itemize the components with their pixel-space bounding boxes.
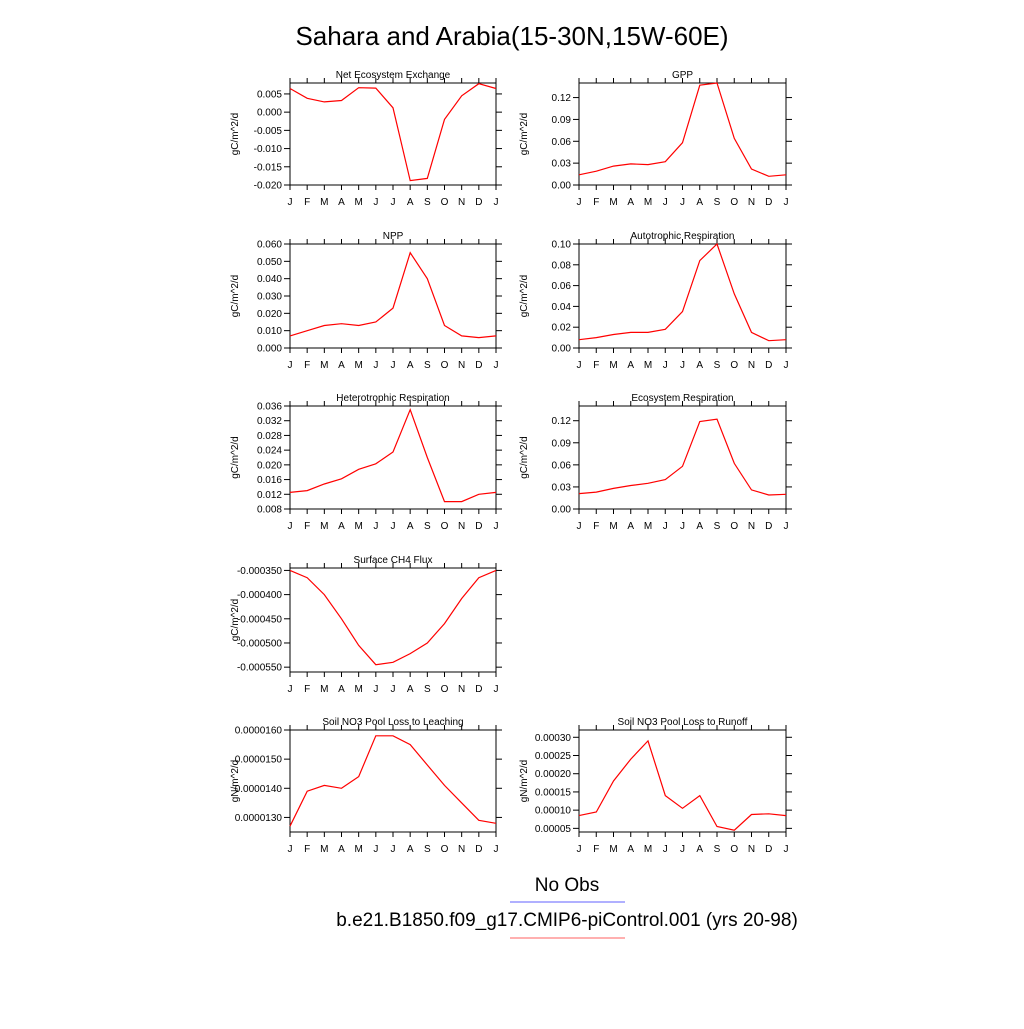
x-tick-label: J (680, 360, 685, 371)
x-tick-label: J (493, 521, 499, 532)
x-tick-label: J (373, 197, 379, 208)
x-tick-label: N (747, 521, 756, 532)
x-tick-label: M (354, 521, 363, 532)
x-tick-label: A (696, 360, 704, 371)
y-tick-label: 0.00030 (534, 732, 571, 744)
x-tick-label: S (713, 197, 721, 208)
x-tick-label: M (609, 360, 618, 371)
panel-title: NPP (382, 231, 404, 242)
x-tick-label: M (354, 197, 363, 208)
x-tick-label: J (493, 197, 499, 208)
x-tick-label: M (354, 684, 363, 695)
x-tick-label: M (354, 844, 363, 855)
x-tick-label: J (390, 521, 396, 532)
y-axis-label: gC/m^2/d (519, 112, 530, 156)
x-tick-label: F (304, 684, 311, 695)
x-tick-label: J (373, 684, 379, 695)
x-tick-label: J (287, 521, 293, 532)
x-tick-label: M (643, 197, 653, 208)
x-tick-label: S (423, 360, 431, 371)
x-tick-label: D (475, 360, 483, 371)
y-axis-label: gC/m^2/d (230, 274, 241, 318)
series-line (579, 741, 786, 830)
y-tick-label: 0.02 (551, 322, 571, 334)
y-tick-label: 0.060 (256, 239, 282, 251)
y-tick-label: -0.000350 (236, 565, 282, 577)
x-tick-label: F (593, 360, 600, 371)
plot-frame (290, 406, 496, 509)
y-tick-label: 0.00020 (534, 769, 571, 781)
y-tick-label: -0.005 (253, 125, 282, 137)
x-tick-label: F (304, 844, 311, 855)
x-tick-label: O (440, 684, 449, 695)
x-tick-label: F (593, 844, 600, 855)
y-axis-label: gN/m^2/d (519, 759, 530, 803)
y-tick-label: 0.10 (551, 239, 571, 251)
chart-panel (519, 393, 792, 532)
x-tick-label: A (696, 844, 704, 855)
y-tick-label: 0.020 (256, 308, 282, 320)
y-tick-label: 0.00015 (534, 787, 571, 799)
y-tick-label: -0.015 (253, 162, 282, 174)
y-tick-label: 0.06 (551, 136, 571, 148)
panel-title: Net Ecosystem Exchange (335, 70, 451, 81)
x-tick-label: J (576, 521, 582, 532)
y-tick-label: 0.04 (551, 301, 571, 313)
plot-frame (579, 244, 786, 348)
y-tick-label: 0.050 (256, 256, 282, 268)
y-tick-label: -0.010 (253, 144, 282, 156)
y-tick-label: 0.12 (551, 416, 571, 428)
y-tick-label: 0.010 (256, 326, 282, 338)
plot-frame (579, 406, 786, 509)
x-tick-label: A (338, 844, 345, 855)
x-tick-label: J (662, 844, 668, 855)
x-tick-label: J (390, 844, 396, 855)
x-tick-label: N (458, 684, 466, 695)
chart-panel (230, 393, 502, 532)
y-tick-label: 0.030 (256, 291, 282, 303)
x-tick-label: D (765, 844, 773, 855)
x-tick-label: D (765, 521, 773, 532)
legend (336, 875, 798, 938)
y-axis-label: gC/m^2/d (519, 274, 530, 318)
x-tick-label: M (643, 360, 653, 371)
x-tick-label: S (713, 844, 721, 855)
x-tick-label: J (576, 844, 582, 855)
x-tick-label: D (475, 844, 483, 855)
x-tick-label: A (627, 844, 635, 855)
series-line (579, 419, 786, 495)
series-line (290, 570, 496, 664)
y-tick-label: 0.00 (551, 343, 571, 355)
y-tick-label: 0.03 (551, 158, 571, 170)
x-tick-label: F (304, 197, 311, 208)
x-tick-label: J (680, 844, 685, 855)
y-axis-label: gC/m^2/d (519, 436, 530, 479)
y-axis-label: gN/m^2/d (230, 759, 241, 803)
y-tick-label: 0.0000160 (234, 725, 282, 737)
x-tick-label: J (680, 521, 685, 532)
x-tick-label: A (338, 521, 345, 532)
x-tick-label: N (458, 844, 466, 855)
x-tick-label: O (440, 521, 449, 532)
x-tick-label: N (458, 521, 466, 532)
chart-panel (230, 555, 502, 695)
panels (230, 70, 792, 855)
x-tick-label: N (747, 844, 756, 855)
plot-frame (579, 83, 786, 185)
x-tick-label: J (576, 360, 582, 371)
y-tick-label: 0.008 (256, 504, 282, 516)
x-tick-label: J (783, 521, 789, 532)
x-tick-label: J (493, 360, 499, 371)
chart-panel (519, 717, 792, 855)
x-tick-label: A (696, 521, 704, 532)
y-tick-label: 0.020 (256, 460, 282, 472)
x-tick-label: A (406, 844, 414, 855)
y-tick-label: 0.0000130 (234, 812, 282, 824)
x-tick-label: J (493, 844, 499, 855)
y-tick-label: 0.040 (256, 274, 282, 286)
x-tick-label: J (373, 360, 379, 371)
x-tick-label: M (320, 360, 329, 371)
x-tick-label: O (440, 844, 449, 855)
x-tick-label: J (662, 197, 668, 208)
y-tick-label: -0.000450 (236, 614, 282, 626)
x-tick-label: N (747, 197, 756, 208)
y-tick-label: 0.09 (551, 438, 571, 450)
x-tick-label: J (287, 684, 293, 695)
y-axis-label: gC/m^2/d (230, 112, 241, 156)
x-tick-label: A (627, 360, 635, 371)
x-tick-label: J (390, 197, 396, 208)
figure-title: Sahara and Arabia(15-30N,15W-60E) (295, 21, 729, 51)
x-tick-label: A (338, 684, 345, 695)
y-tick-label: 0.012 (256, 489, 282, 501)
x-tick-label: J (287, 197, 293, 208)
x-tick-label: A (338, 360, 345, 371)
y-tick-label: 0.000 (256, 343, 282, 355)
x-tick-label: J (390, 684, 396, 695)
plot-frame (290, 568, 496, 672)
y-axis-label: gC/m^2/d (230, 436, 241, 479)
y-tick-label: 0.028 (256, 430, 282, 442)
y-tick-label: -0.000400 (236, 590, 282, 602)
x-tick-label: A (338, 197, 345, 208)
x-tick-label: O (730, 521, 739, 532)
x-tick-label: A (627, 521, 635, 532)
chart-panel (519, 231, 792, 371)
chart-panel (519, 70, 792, 208)
x-tick-label: S (423, 684, 431, 695)
x-tick-label: S (423, 197, 431, 208)
x-tick-label: M (609, 197, 618, 208)
x-tick-label: O (730, 844, 739, 855)
x-tick-label: N (458, 360, 466, 371)
x-tick-label: O (440, 360, 449, 371)
x-tick-label: O (730, 197, 739, 208)
panel-title: Heterotrophic Respiration (336, 393, 450, 404)
x-tick-label: J (390, 360, 396, 371)
panel-title: Soil NO3 Pool Loss to Runoff (617, 717, 748, 728)
legend-label-obs: No Obs (534, 875, 600, 896)
y-tick-label: 0.0000140 (234, 783, 282, 795)
x-tick-label: J (373, 521, 379, 532)
x-tick-label: A (406, 521, 414, 532)
x-tick-label: M (609, 521, 618, 532)
y-axis-label: gC/m^2/d (230, 598, 241, 642)
y-tick-label: 0.03 (551, 482, 571, 494)
y-tick-label: 0.12 (551, 93, 571, 105)
x-tick-label: N (747, 360, 756, 371)
series-line (290, 410, 496, 502)
x-tick-label: M (320, 844, 329, 855)
plot-frame (579, 730, 786, 832)
x-tick-label: A (406, 684, 414, 695)
x-tick-label: M (320, 684, 329, 695)
x-tick-label: M (320, 197, 329, 208)
series-line (579, 244, 786, 341)
panel-title: Soil NO3 Pool Loss to Leaching (322, 717, 464, 728)
x-tick-label: F (304, 521, 311, 532)
x-tick-label: A (696, 197, 704, 208)
x-tick-label: M (609, 844, 618, 855)
x-tick-label: J (576, 197, 582, 208)
x-tick-label: J (680, 197, 685, 208)
chart-panel (230, 231, 502, 371)
panel-title: Autotrophic Respiration (630, 231, 735, 242)
plot-frame (290, 244, 496, 348)
panel-title: Ecosystem Respiration (631, 393, 734, 404)
x-tick-label: M (354, 360, 363, 371)
plot-frame (290, 83, 496, 185)
y-tick-label: 0.00 (551, 504, 571, 516)
x-tick-label: S (423, 521, 431, 532)
y-tick-label: 0.00 (551, 180, 571, 192)
y-tick-label: -0.000500 (236, 638, 282, 650)
x-tick-label: J (287, 844, 293, 855)
x-tick-label: J (662, 521, 668, 532)
x-tick-label: F (304, 360, 311, 371)
y-tick-label: 0.00025 (534, 751, 571, 762)
y-tick-label: 0.005 (256, 89, 282, 101)
x-tick-label: N (458, 197, 466, 208)
x-tick-label: D (475, 521, 483, 532)
x-tick-label: F (593, 197, 600, 208)
y-tick-label: 0.032 (256, 416, 282, 428)
panel-title: Surface CH4 Flux (353, 555, 433, 566)
x-tick-label: S (713, 360, 721, 371)
y-tick-label: 0.036 (256, 401, 282, 413)
x-tick-label: J (783, 360, 789, 371)
x-tick-label: F (593, 521, 600, 532)
x-tick-label: M (320, 521, 329, 532)
x-tick-label: D (475, 197, 483, 208)
x-tick-label: J (493, 684, 499, 695)
panel-title: GPP (671, 70, 694, 81)
series-line (290, 736, 496, 826)
x-tick-label: D (765, 360, 773, 371)
series-line (579, 83, 786, 176)
x-tick-label: S (713, 521, 721, 532)
y-tick-label: 0.00010 (534, 805, 571, 817)
chart-panel (230, 717, 502, 855)
x-tick-label: D (765, 197, 773, 208)
y-tick-label: 0.00005 (534, 823, 571, 835)
series-line (290, 253, 496, 338)
x-tick-label: A (406, 197, 414, 208)
x-tick-label: J (662, 360, 668, 371)
x-tick-label: A (406, 360, 414, 371)
x-tick-label: O (440, 197, 449, 208)
x-tick-label: M (643, 844, 653, 855)
x-tick-label: J (783, 197, 789, 208)
y-tick-label: 0.024 (256, 445, 282, 457)
x-tick-label: O (730, 360, 739, 371)
chart-panel (230, 70, 502, 208)
x-tick-label: M (643, 521, 653, 532)
x-tick-label: J (783, 844, 789, 855)
legend-label-model: b.e21.B1850.f09_g17.CMIP6-piControl.001 (yrs 20-98) (336, 910, 798, 931)
x-tick-label: S (423, 844, 431, 855)
y-tick-label: 0.06 (551, 460, 571, 472)
x-tick-label: J (287, 360, 293, 371)
y-tick-label: 0.09 (551, 114, 571, 126)
y-tick-label: -0.020 (253, 180, 282, 192)
x-tick-label: A (627, 197, 635, 208)
y-tick-label: 0.08 (551, 260, 571, 272)
plot-frame (290, 730, 496, 832)
y-tick-label: 0.016 (256, 475, 282, 487)
x-tick-label: D (475, 684, 483, 695)
y-tick-label: 0.0000150 (234, 754, 282, 766)
y-tick-label: 0.000 (256, 107, 282, 119)
y-tick-label: -0.000550 (236, 662, 282, 674)
y-tick-label: 0.06 (551, 281, 571, 293)
series-line (290, 84, 496, 181)
x-tick-label: J (373, 844, 379, 855)
